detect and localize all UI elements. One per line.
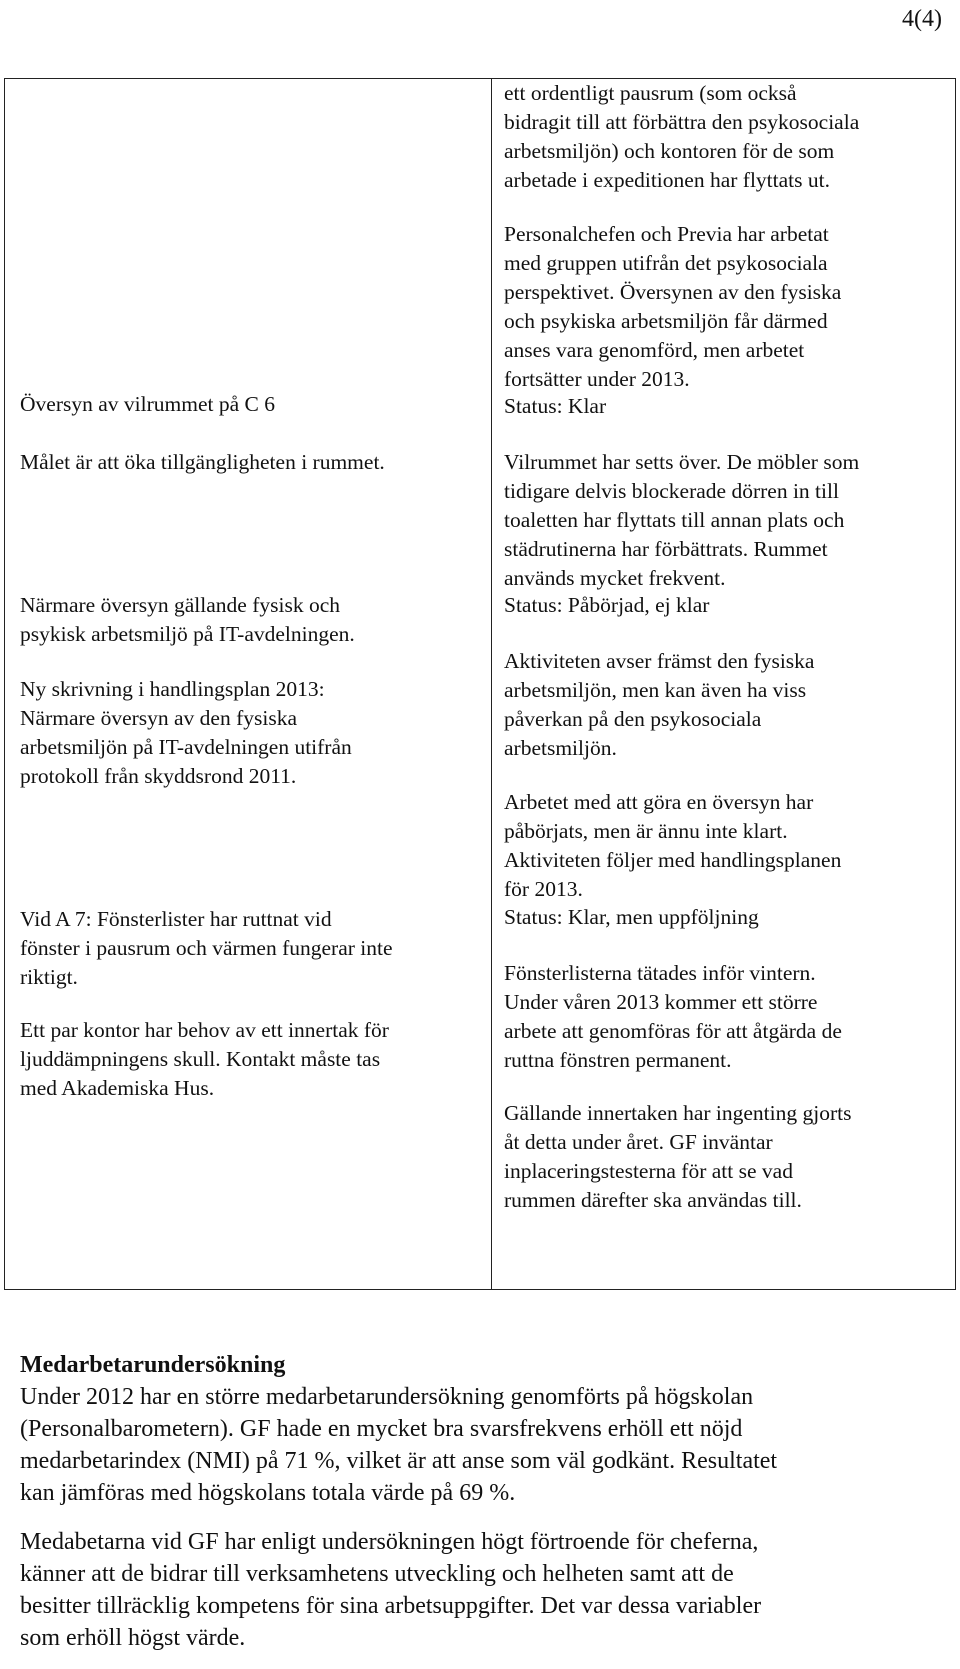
right-cell-review-progress <box>504 788 841 904</box>
text-line: Under våren 2013 kommer ett större <box>504 990 818 1014</box>
left-cell-ceiling <box>20 1016 389 1103</box>
text-line: med gruppen utifrån det psykosociala <box>504 251 828 275</box>
section-paragraph-results <box>20 1381 777 1509</box>
text-line: Arbetet med att göra en översyn har <box>504 790 814 814</box>
text-line: arbetsmiljön. <box>504 736 617 760</box>
left-cell-vilrum-title <box>20 390 275 419</box>
text-line: arbetsmiljön på IT-avdelningen utifrån <box>20 735 352 759</box>
text-line: Ny skrivning i handlingsplan 2013: <box>20 677 325 701</box>
text-line: Aktiviteten avser främst den fysiska <box>504 649 815 673</box>
text-line: anses vara genomförd, men arbetet <box>504 338 805 362</box>
text-line: påverkan på den psykosociala <box>504 707 762 731</box>
text-line: Vilrummet har setts över. De möbler som <box>504 450 860 474</box>
right-cell-vilrum <box>504 448 859 593</box>
text-line: arbetsmiljön) och kontoren för de som <box>504 139 835 163</box>
text-line: bidragit till att förbättra den psykosociala <box>504 110 860 134</box>
text-line: protokoll från skyddsrond 2011. <box>20 764 297 788</box>
text-line: Gällande innertaken har ingenting gjorts <box>504 1101 852 1125</box>
text-line: Närmare översyn av den fysiska <box>20 706 298 730</box>
text-line: Målet är att öka tillgängligheten i rummet. <box>20 450 385 474</box>
right-cell-psychosocial <box>504 220 841 394</box>
left-cell-window-frames <box>20 905 393 992</box>
text-line: används mycket frekvent. <box>504 566 726 590</box>
status-followup <box>504 903 759 932</box>
text-line: städrutinerna har förbättrats. Rummet <box>504 537 828 561</box>
text-line: (Personalbarometern). GF hade en mycket bra svarsfrekvens erhöll ett nöjd <box>20 1416 743 1442</box>
text-line: toaletten har flyttats till annan plats och <box>504 508 845 532</box>
right-cell-window-frames <box>504 959 842 1075</box>
status-text: Status: Klar <box>504 394 607 418</box>
text-line: ruttna fönstren permanent. <box>504 1048 732 1072</box>
text-line: perspektivet. Översynen av den fysiska <box>504 280 842 304</box>
text-line: med Akademiska Hus. <box>20 1076 215 1100</box>
text-line: Personalchefen och Previa har arbetat <box>504 222 829 246</box>
text-line: arbete att genomföras för att åtgärda de <box>504 1019 842 1043</box>
text-line: fortsätter under 2013. <box>504 367 690 391</box>
left-cell-vilrum-goal <box>20 448 385 477</box>
text-line: arbetsmiljön, men kan även ha viss <box>504 678 807 702</box>
status-started <box>504 591 709 620</box>
text-line: Ett par kontor har behov av ett innertak för <box>20 1018 389 1042</box>
text-line: Översyn av vilrummet på C 6 <box>20 392 275 416</box>
text-line: arbetade i expeditionen har flyttats ut. <box>504 168 830 192</box>
text-line: åt detta under året. GF inväntar <box>504 1130 773 1154</box>
column-divider <box>491 79 492 1289</box>
text-line: psykisk arbetsmiljö på IT-avdelningen. <box>20 622 355 646</box>
status-klar <box>504 392 606 421</box>
text-line: Aktiviteten följer med handlingsplanen <box>504 848 842 872</box>
text-line: ett ordentligt pausrum (som också <box>504 81 797 105</box>
text-line: ljuddämpningens skull. Kontakt måste tas <box>20 1047 381 1071</box>
text-line: som erhöll högst värde. <box>20 1625 246 1651</box>
text-line: besitter tillräcklig kompetens för sina arbetsuppgifter. Det var dessa variabler <box>20 1593 762 1619</box>
text-line: påbörjats, men är ännu inte klart. <box>504 819 788 843</box>
status-text: Status: Påbörjad, ej klar <box>504 593 710 617</box>
left-cell-it-review <box>20 591 355 649</box>
right-cell-activity <box>504 647 814 763</box>
section-heading: Medarbetarundersökning <box>20 1352 286 1378</box>
left-cell-new-wording <box>20 675 352 791</box>
text-line: och psykiska arbetsmiljön får därmed <box>504 309 828 333</box>
section-paragraph-trust <box>20 1526 761 1654</box>
text-line: kan jämföras med högskolans totala värde på 69 %. <box>20 1480 516 1506</box>
text-line: riktigt. <box>20 965 78 989</box>
text-line: känner att de bidrar till verksamhetens utveckling och helheten samt att de <box>20 1561 734 1587</box>
text-line: Medabetarna vid GF har enligt undersökningen högt förtroende för cheferna, <box>20 1529 759 1555</box>
text-line: för 2013. <box>504 877 583 901</box>
right-cell-ceiling <box>504 1099 851 1215</box>
text-line: Fönsterlisterna tätades inför vintern. <box>504 961 816 985</box>
text-line: Vid A 7: Fönsterlister har ruttnat vid <box>20 907 332 931</box>
right-cell-pausrum <box>504 79 859 195</box>
status-text: Status: Klar, men uppföljning <box>504 905 759 929</box>
page-number: 4(4) <box>902 6 942 32</box>
text-line: fönster i pausrum och värmen fungerar inte <box>20 936 393 960</box>
action-plan-table <box>4 78 956 1290</box>
text-line: Under 2012 har en större medarbetarundersökning genomförts på högskolan <box>20 1384 754 1410</box>
text-line: rummen därefter ska användas till. <box>504 1188 802 1212</box>
text-line: Närmare översyn gällande fysisk och <box>20 593 341 617</box>
text-line: inplaceringstesterna för att se vad <box>504 1159 793 1183</box>
text-line: medarbetarindex (NMI) på 71 %, vilket är att anse som väl godkänt. Resultatet <box>20 1448 778 1474</box>
text-line: tidigare delvis blockerade dörren in till <box>504 479 839 503</box>
